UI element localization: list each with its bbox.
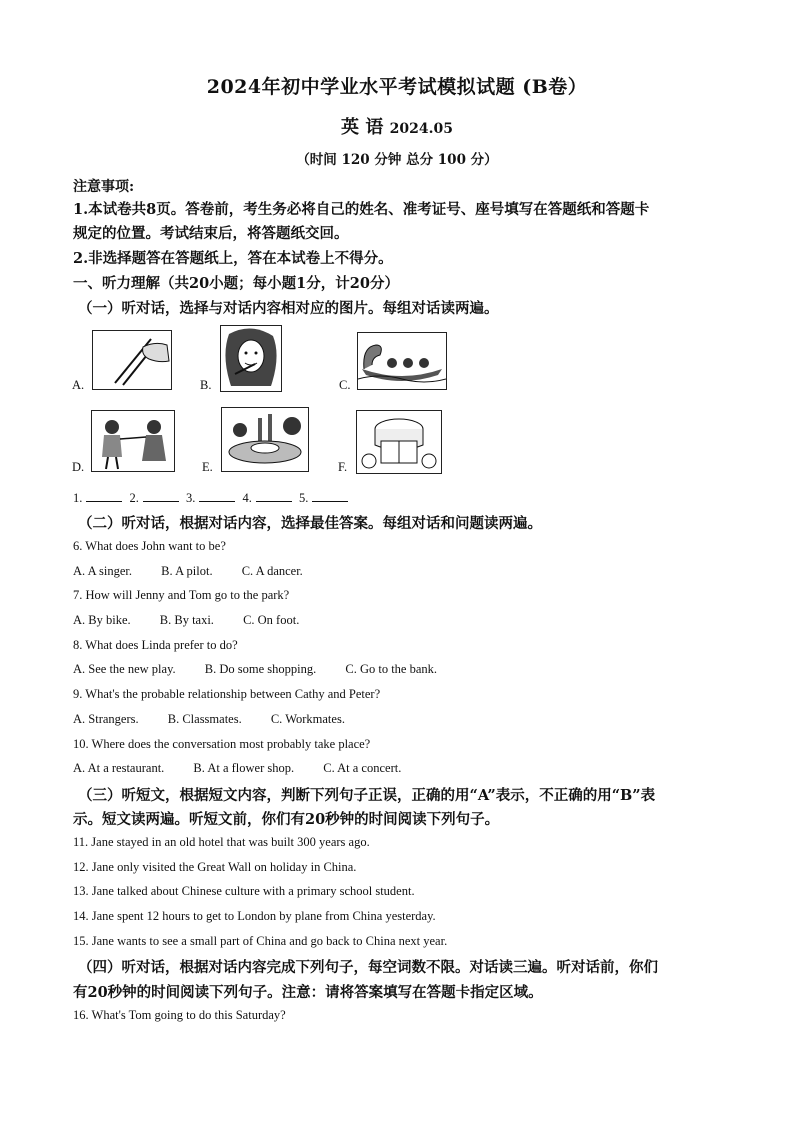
part2-heading: （二）听对话，根据对话内容，选择最佳答案。每组对话和问题读两遍。 [78, 515, 542, 532]
picture-label-e: E. [202, 460, 213, 474]
exam-date: 2024.05 [389, 121, 453, 137]
blank-3[interactable] [199, 489, 235, 502]
option-c: C. On foot. [243, 613, 300, 627]
question-8-options [73, 662, 734, 677]
option-a: A. See the new play. [73, 662, 176, 676]
picture-label-b: B. [200, 378, 212, 392]
picture-label-f: F. [338, 460, 348, 474]
question-10-options [73, 761, 734, 776]
question-6-options [73, 564, 734, 579]
picture-label-a: A. [72, 378, 85, 392]
blank-2-label: 2. [129, 491, 139, 505]
notes-item1-line1: 1.本试卷共8页。答卷前，考生务必将自己的姓名、准考证号、座号填写在答题纸和答题卡 [73, 201, 650, 218]
option-b: B. At a flower shop. [193, 761, 295, 775]
answer-blanks [73, 489, 352, 506]
option-b: B. Do some shopping. [204, 662, 317, 676]
chopsticks-icon [92, 330, 172, 390]
exam-title: 2024年初中学业水平考试模拟试题 (B卷） [206, 76, 588, 98]
blank-4[interactable] [256, 489, 292, 502]
question-9: 9. What's the probable relationship between Cathy and Peter? [73, 687, 381, 701]
option-a: A. At a restaurant. [73, 761, 165, 775]
statement-12: 12. Jane only visited the Great Wall on holiday in China. [73, 860, 357, 874]
dragon-boat-icon [357, 332, 447, 390]
question-7-options [73, 613, 734, 628]
statement-13: 13. Jane talked about Chinese culture with a primary school student. [73, 884, 415, 898]
blank-4-label: 4. [242, 491, 252, 505]
option-b: B. A pilot. [161, 564, 213, 578]
time-info: （时间 120 分钟 总分 100 分） [296, 152, 498, 168]
subject-line [0, 113, 794, 139]
section1-heading: 一、听力理解（共20小题；每小题1分，计20分） [73, 275, 399, 292]
part1-heading: （一）听对话，选择与对话内容相对应的图片。每组对话读两遍。 [78, 300, 499, 317]
part4-heading-line2: 有20秒钟的时间阅读下列句子。注意：请将答案填写在答题卡指定区域。 [73, 984, 543, 1001]
notes-item1-line2: 规定的位置。考试结束后，将答题纸交回。 [73, 225, 349, 242]
notes-item2: 2.非选择题答在答题纸上，答在本试卷上不得分。 [73, 250, 393, 267]
part3-heading-line2: 示。短文读两遍。听短文前，你们有20秒钟的时间阅读下列句子。 [73, 811, 500, 828]
blank-1-label: 1. [73, 491, 83, 505]
question-16: 16. What's Tom going to do this Saturday? [73, 1008, 286, 1022]
option-b: B. Classmates. [167, 712, 242, 726]
statement-11: 11. Jane stayed in an old hotel that was built 300 years ago. [73, 835, 370, 849]
blank-2[interactable] [143, 489, 179, 502]
option-b: B. By taxi. [159, 613, 214, 627]
option-c: C. Workmates. [270, 712, 345, 726]
option-a: A. By bike. [73, 613, 131, 627]
woman-eating-icon [220, 325, 282, 392]
blank-5-label: 5. [299, 491, 309, 505]
family-dinner-icon [221, 407, 309, 472]
option-c: C. A dancer. [241, 564, 303, 578]
picture-label-d: D. [72, 460, 85, 474]
blank-1[interactable] [86, 489, 122, 502]
notes-heading: 注意事项: [73, 179, 135, 195]
option-c: C. At a concert. [323, 761, 402, 775]
part4-heading-line1: （四）听对话，根据对话内容完成下列句子，每空词数不限。对话读三遍。听对话前，你们 [78, 959, 658, 976]
option-a: A. Strangers. [73, 712, 139, 726]
question-6: 6. What does John want to be? [73, 539, 226, 553]
question-7: 7. How will Jenny and Tom go to the park? [73, 588, 290, 602]
part3-heading-line1: （三）听短文，根据短文内容，判断下列句子正误，正确的用“A”表示，不正确的用“B”表 [78, 787, 656, 804]
option-c: C. Go to the bank. [345, 662, 438, 676]
question-10: 10. Where does the conversation most probably take place? [73, 737, 371, 751]
statement-14: 14. Jane spent 12 hours to get to London by plane from China yesterday. [73, 909, 436, 923]
birthday-cake-icon [356, 410, 442, 474]
question-9-options [73, 712, 734, 727]
picture-label-c: C. [339, 378, 351, 392]
question-8: 8. What does Linda prefer to do? [73, 638, 238, 652]
statement-15: 15. Jane wants to see a small part of China and go back to China next year. [73, 934, 448, 948]
blank-3-label: 3. [186, 491, 196, 505]
children-playing-icon [91, 410, 175, 472]
blank-5[interactable] [312, 489, 348, 502]
subject-name: 英 语 [341, 117, 384, 138]
option-a: A. A singer. [73, 564, 133, 578]
